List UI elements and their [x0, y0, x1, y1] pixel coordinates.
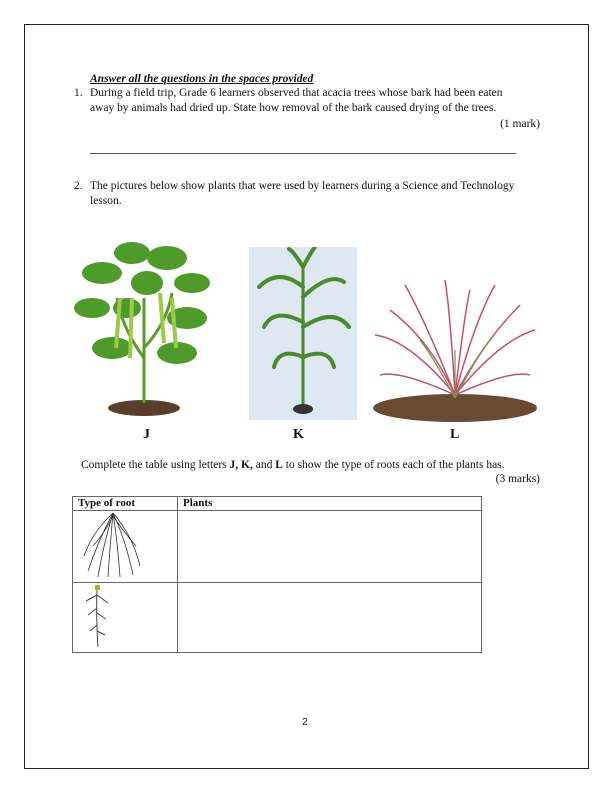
plants-answer-cell[interactable]: [178, 583, 482, 653]
prompt-text: Complete the table using letters: [81, 459, 230, 471]
question-1-marks: (1 mark): [500, 118, 540, 130]
prompt-text: to show the type of roots each of the plants has.: [282, 459, 505, 471]
answer-line[interactable]: [90, 153, 516, 154]
question-2-marks: (3 marks): [495, 473, 540, 485]
table-row: [73, 583, 482, 653]
page-number: 2: [302, 717, 308, 728]
bean-plant-image: [72, 238, 212, 416]
fibrous-root-icon: [78, 511, 148, 579]
root-image-cell: [73, 511, 178, 583]
question-2-line-1: The pictures below show plants that were used by learners during a Science and Technology: [90, 180, 515, 192]
maize-plant-image: [249, 247, 357, 420]
question-2-number: 2.: [74, 180, 83, 192]
table-row: [73, 511, 482, 583]
root-image-cell: [73, 583, 178, 653]
grass-plant-image: [370, 280, 540, 425]
prompt-letter-l: L: [275, 459, 283, 471]
table-prompt: [81, 458, 505, 472]
table-header-row: [73, 497, 482, 511]
tap-root-icon: [78, 583, 118, 649]
plant-label-k: K: [293, 427, 304, 442]
roots-table: [72, 496, 482, 653]
question-2-line-2: lesson.: [90, 195, 122, 207]
instructions: Answer all the questions in the spaces provided: [90, 73, 314, 85]
question-1-line-2: away by animals had dried up. State how removal of the bark caused drying of the trees.: [90, 102, 497, 114]
plant-label-l: L: [450, 427, 460, 442]
prompt-text: and: [252, 459, 276, 471]
question-1-line-1: During a field trip, Grade 6 learners observed that acacia trees whose bark had been eaten: [90, 87, 503, 99]
header-type-of-root: Type of root: [73, 497, 178, 511]
prompt-letters-jk: J, K,: [229, 459, 253, 471]
plants-answer-cell[interactable]: [178, 511, 482, 583]
plant-label-j: J: [143, 427, 150, 442]
question-1-number: 1.: [74, 87, 83, 99]
header-plants: Plants: [178, 497, 482, 511]
